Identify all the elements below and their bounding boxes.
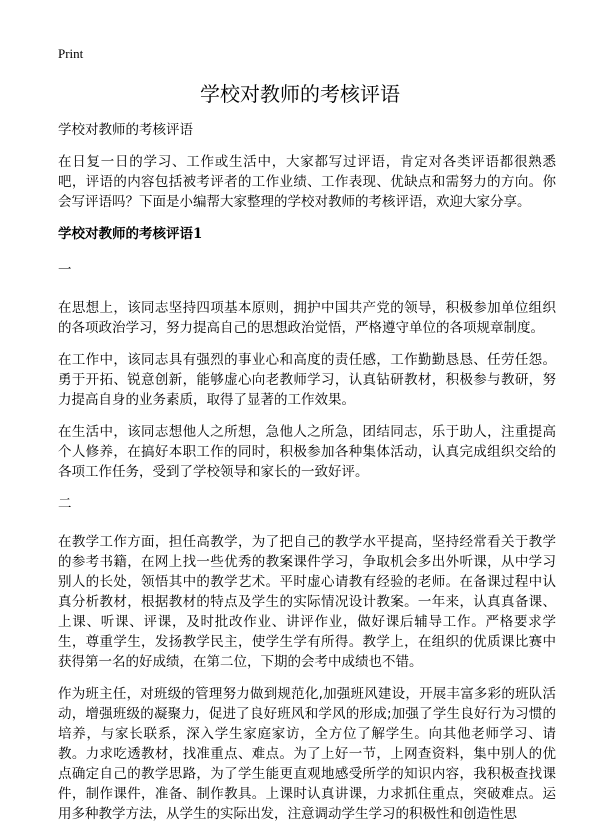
print-link[interactable]: Print xyxy=(58,46,84,61)
part-label-2: 二 xyxy=(58,496,72,512)
page-title: 学校对教师的考核评语 xyxy=(200,82,400,106)
paragraph: 作为班主任，对班级的管理努力做到规范化,加强班风建设，开展丰富多彩的班队活动，增强班级的凝聚力，促进了良好班风和学风的形成;加强了学生良好行为习惯的培养，与家长联系，深入学生家庭家访，全方位了解学生。向其他老师学习、请教。力求吃透教材，找准重点、难点。为了上好一节，上网查资料，集中别人的优点确定自己的教学思路，为了学生能更直观地感受所学的知识内容，我积极查找课件，制作课件，准备、制作教具。上课时认真讲课，力求抓住重点，突破难点。运用多种教学方法，从学生的实际出发，注意调动学生学习的积极性和创造性思 xyxy=(58,686,556,822)
paragraph: 在工作中，该同志具有强烈的事业心和高度的责任感，工作勤勤恳恳、任劳任怨。勇于开拓、锐意创新，能够虚心向老教师学习，认真钻研教材，积极参与教研，努力提高自身的业务素质，取得了显著的工作效果。 xyxy=(58,352,556,408)
article-subtitle: 学校对教师的考核评语 xyxy=(58,122,193,138)
paragraph: 在教学工作方面，担任高教学，为了把自己的教学水平提高，坚持经常看关于教学的参考书籍，在网上找一些优秀的教案课件学习，争取机会多出外听课，从中学习别人的长处，领悟其中的教学艺术。平时虚心请教有经验的老师。在备课过程中认真分析教材，根据教材的特点及学生的实际情况设计教案。一年来，认真真备课、上课、听课、评课，及时批改作业、讲评作业，做好课后辅导工作。严格要求学生，尊重学生，发扬教学民主，使学生学有所得。教学上，在组织的优质课比赛中获得第一名的好成绩，在第二位，下期的会考中成绩也不错。 xyxy=(58,534,556,670)
section-heading: 学校对教师的考核评语1 xyxy=(58,226,203,242)
intro-paragraph: 在日复一日的学习、工作或生活中，大家都写过评语，肯定对各类评语都很熟悉吧，评语的内容包括被考评者的工作业绩、工作表现、优缺点和需努力的方向。你会写评语吗？下面是小编帮大家整理的学校对教师的考核评语，欢迎大家分享。 xyxy=(58,154,556,210)
paragraph: 在生活中，该同志想他人之所想，急他人之所急，团结同志，乐于助人，注重提高个人修养，在搞好本职工作的同时，积极参加各种集体活动，认真完成组织交给的各项工作任务，受到了学校领导和家长的一致好评。 xyxy=(58,424,556,480)
article-body xyxy=(58,120,556,836)
paragraph: 在思想上，该同志坚持四项基本原则，拥护中国共产党的领导，积极参加单位组织的各项政治学习，努力提高自己的思想政治觉悟，严格遵守单位的各项规章制度。 xyxy=(58,300,556,336)
part-label-1: 一 xyxy=(58,262,72,278)
